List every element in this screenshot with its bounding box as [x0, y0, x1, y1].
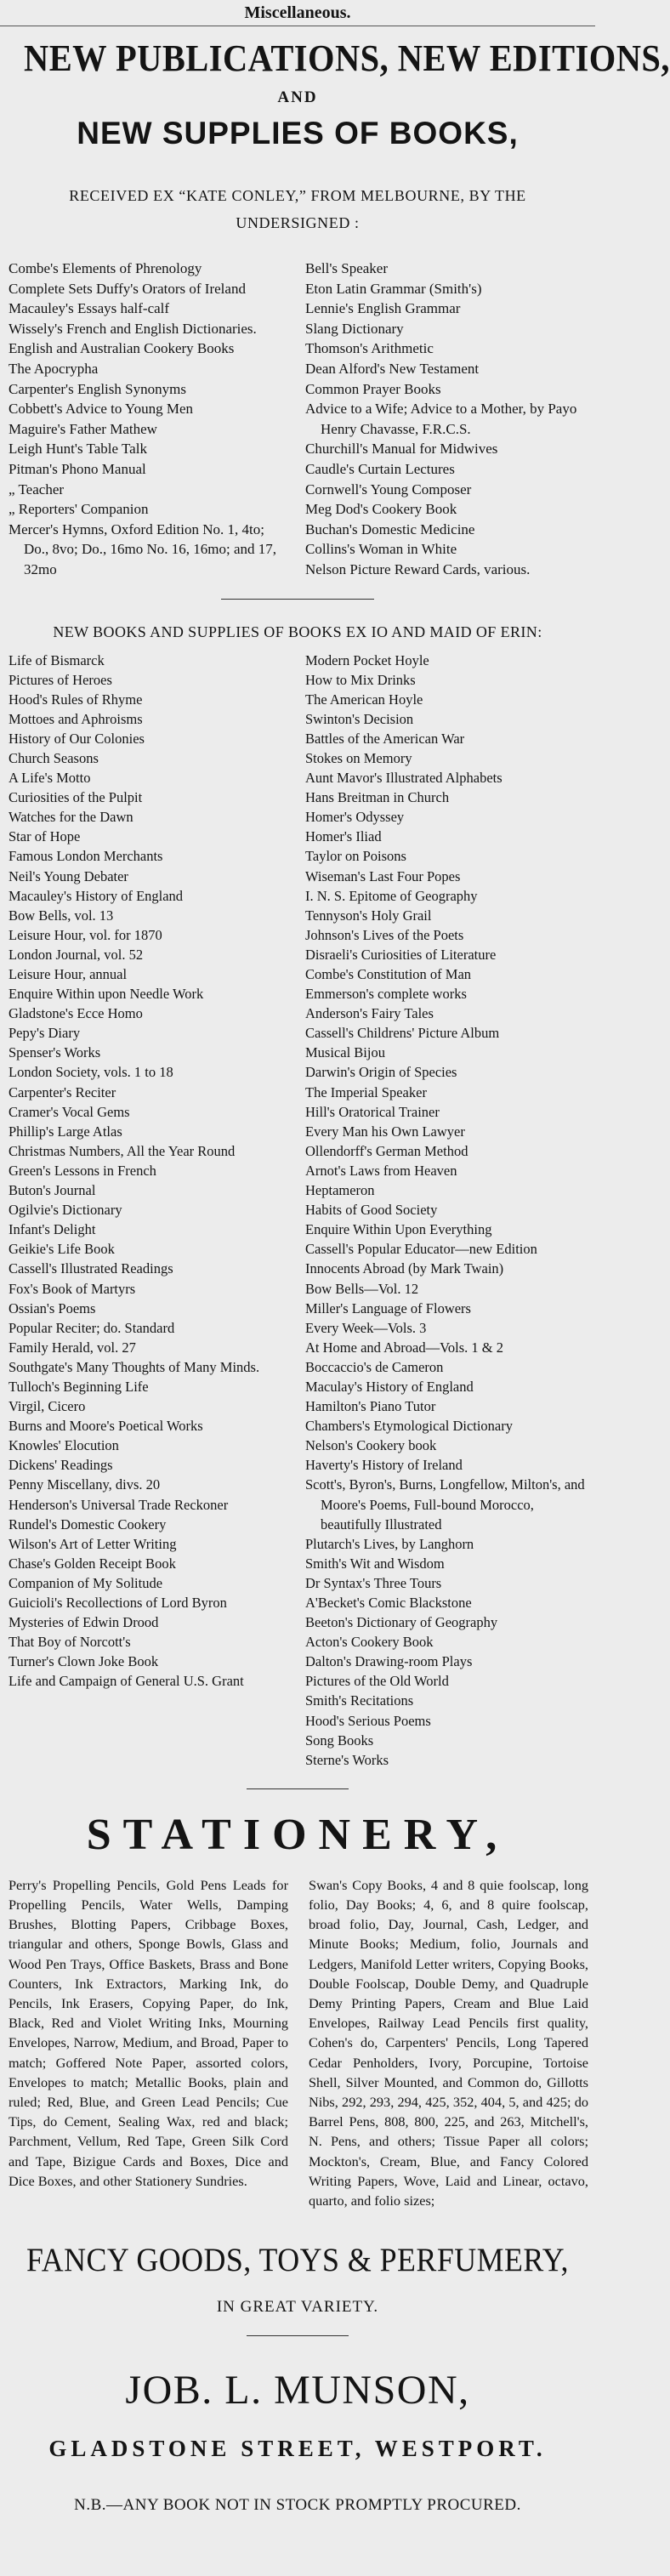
book-entry: Wissely's French and English Dictionaries. — [9, 320, 257, 337]
book-entry: Hill's Oratorical Trainer — [305, 1103, 440, 1120]
book-entry: Arnot's Laws from Heaven — [305, 1162, 457, 1179]
book-entry: Carpenter's English Synonyms — [9, 380, 186, 397]
divider — [247, 2335, 349, 2336]
book-entry: Rundel's Domestic Cookery — [9, 1515, 167, 1533]
book-entry: Anderson's Fairy Tales — [305, 1005, 434, 1022]
book-entry: Emmerson's complete works — [305, 986, 467, 1003]
book-entry: Scott's, Byron's, Burns, Longfellow, Milton's, and Moore's Poems, Full-bound Morocco, beautifully Illustrated — [305, 1476, 585, 1533]
book-entry: Henderson's Universal Trade Reckoner — [9, 1496, 229, 1513]
book-entry: Phillip's Large Atlas — [9, 1123, 122, 1140]
book-entry: Wiseman's Last Four Popes — [305, 867, 461, 884]
book-entry: Maculay's History of England — [305, 1378, 474, 1395]
book-entry: Infant's Delight — [9, 1221, 96, 1238]
book-entry: Pictures of the Old World — [305, 1673, 449, 1690]
book-entry: Lennie's English Grammar — [305, 300, 461, 317]
book-entry: Cassell's Childrens' Picture Album — [305, 1025, 500, 1042]
book-entry: Knowles' Elocution — [9, 1437, 119, 1454]
book-entry: Dickens' Readings — [9, 1457, 113, 1474]
book-entry: Meg Dod's Cookery Book — [305, 501, 457, 518]
book-entry: Hans Breitman in Church — [305, 789, 450, 806]
book-entry: Cassell's Popular Educator—new Edition — [305, 1241, 537, 1258]
book-entry: Guicioli's Recollections of Lord Byron — [9, 1595, 227, 1611]
book-entry: A Life's Motto — [9, 770, 91, 787]
book-entry: Bell's Speaker — [305, 260, 389, 276]
book-entry: Common Prayer Books — [305, 380, 441, 397]
subheadline: NEW SUPPLIES OF BOOKS, — [77, 116, 519, 151]
book-entry: Homer's Odyssey — [305, 809, 405, 826]
book-entry: Southgate's Many Thoughts of Many Minds. — [9, 1358, 260, 1375]
book-entry: Cornwell's Young Composer — [305, 481, 472, 498]
book-entry: Boccaccio's de Cameron — [305, 1358, 444, 1375]
book-entry: Chambers's Etymological Dictionary — [305, 1418, 514, 1435]
fancy-goods-title: FANCY GOODS, TOYS & PERFUMERY, — [26, 2242, 569, 2279]
book-entry: Popular Reciter; do. Standard — [9, 1319, 175, 1336]
book-entry: Cassell's Illustrated Readings — [9, 1260, 173, 1277]
book-entry: Aunt Mavor's Illustrated Alphabets — [305, 770, 503, 787]
book-entry: Plutarch's Lives, by Langhorn — [305, 1535, 474, 1552]
book-entry: Dean Alford's New Testament — [305, 360, 480, 377]
divider — [221, 599, 374, 600]
book-entry: Leisure Hour, vol. for 1870 — [9, 926, 162, 943]
book-list-2-left — [9, 651, 298, 1770]
book-entry: Maguire's Father Mathew — [9, 420, 157, 437]
book-entry: The Imperial Speaker — [305, 1083, 427, 1100]
book-entry: Tennyson's Holy Grail — [305, 907, 432, 924]
book-entry: Advice to a Wife; Advice to a Mother, by Payo Henry Chavasse, F.R.C.S. — [305, 401, 577, 437]
book-entry: Mercer's Hymns, Oxford Edition No. 1, 4to; Do., 8vo; Do., 16mo No. 16, 16mo; and 17, 32mo — [9, 520, 277, 577]
book-entry: That Boy of Norcott's — [9, 1634, 131, 1651]
book-entry: Family Herald, vol. 27 — [9, 1339, 136, 1356]
book-entry: Dalton's Drawing-room Plays — [305, 1653, 473, 1670]
book-entry: Gladstone's Ecce Homo — [9, 1005, 143, 1022]
stationery-right: Swan's Copy Books, 4 and 8 quie foolscap, long folio, Day Books; 4, 6, and 8 quire foolscap, broad folio, Day, Journal, Cash, Ledger, and Minute Books; Medium, folio, Journals and Ledgers, Manifold Letter writers, Copying Books, Double Foolscap, Double Demy, and Quadruple Demy Printing Papers, Cream and Blue Laid Envelopes, Railway Lead Pencils first quality, Cohen's do, Carpenters' Pencils, Long Tapered Cedar Penholders, Ivory, Porcupine, Tortoise Shell, Silver Mounted, and Common do, Gillotts Nibs, 292, 293, 294, 425, 352, 404, 5, and 425; do Barrel Pens, 808, 800, 225, and 263, Mitchell's, N. Pens, and others; Tissue Paper all colors; Mockton's, Cream, Blue, and Fancy Colored Writing Papers, Wove, Laid and Linear, octavo, quarto, and folio sizes; — [309, 1876, 588, 2209]
variety-line: IN GREAT VARIETY. — [216, 2298, 379, 2317]
book-entry: Leisure Hour, annual — [9, 966, 128, 982]
book-entry: Wilson's Art of Letter Writing — [9, 1535, 177, 1552]
footer-note: N.B.—ANY BOOK NOT IN STOCK PROMPTLY PROCURED. — [74, 2496, 521, 2515]
book-entry: Chase's Golden Receipt Book — [9, 1555, 176, 1572]
book-entry: Enquire Within Upon Everything — [305, 1221, 492, 1238]
book-entry: Mottoes and Aphroisms — [9, 710, 143, 727]
received-line-1: RECEIVED EX “KATE CONLEY,” FROM MELBOURNE, BY THE — [69, 187, 526, 204]
book-entry: Burns and Moore's Poetical Works — [9, 1418, 203, 1435]
book-entry: Homer's Iliad — [305, 828, 382, 845]
book-entry: Mysteries of Edwin Drood — [9, 1614, 159, 1631]
book-entry: Spenser's Works — [9, 1044, 101, 1061]
book-entry: Heptameron — [305, 1182, 375, 1199]
book-entry: Church Seasons — [9, 749, 99, 766]
book-entry: Fox's Book of Martyrs — [9, 1280, 136, 1297]
book-entry: Swinton's Decision — [305, 710, 414, 727]
book-entry: „ Reporters' Companion — [9, 501, 149, 518]
book-entry: Acton's Cookery Book — [305, 1634, 434, 1651]
book-entry: Ollendorff's German Method — [305, 1142, 468, 1159]
book-list-1-right — [298, 259, 588, 580]
book-entry: Nelson Picture Reward Cards, various. — [305, 560, 531, 577]
book-entry: Christmas Numbers, All the Year Round — [9, 1142, 236, 1159]
book-entry: Life of Bismarck — [9, 651, 105, 668]
book-entry: Caudle's Curtain Lectures — [305, 460, 455, 477]
stationery-title: STATIONERY, — [86, 1810, 509, 1859]
received-notice — [0, 182, 595, 236]
book-entry: Carpenter's Reciter — [9, 1083, 116, 1100]
book-entry: Hood's Serious Poems — [305, 1712, 431, 1729]
book-entry: Combe's Elements of Phrenology — [9, 260, 202, 276]
book-entry: Hamilton's Piano Tutor — [305, 1398, 436, 1415]
book-entry: Churchill's Manual for Midwives — [305, 441, 498, 458]
book-entry: Beeton's Dictionary of Geography — [305, 1614, 498, 1631]
book-entry: Every Man his Own Lawyer — [305, 1123, 465, 1140]
book-entry: Every Week—Vols. 3 — [305, 1319, 427, 1336]
book-entry: Turner's Clown Joke Book — [9, 1653, 159, 1670]
book-entry: English and Australian Cookery Books — [9, 340, 235, 357]
stationery-left: Perry's Propelling Pencils, Gold Pens Leads for Propelling Pencils, Water Wells, Damping Brushes, Blotting Papers, Cribbage Boxes, triangular and others, Sponge Bowls, Glass and Wood Pen Trays, Office Baskets, Brass and Bone Counters, Ink Extractors, Marking Ink, do Pencils, Ink Erasers, Copying Paper, do Ink, Black, Red and Violet Writing Inks, Mourning Envelopes, Narrow, Medium, and Broad, Paper to match; Goffered Note Paper, assorted colors, Envelopes to match; Metallic Books, plain and ruled; Red, Blue, and Green Lead Pencils; Cue Tips, do Cement, Sealing Wax, red and black; Parchment, Vellum, Red Tape, Green Silk Cord and Tape, Bizigue Cards and Boxes, Dice and Dice Boxes, and other Stationery Sundries. — [9, 1876, 288, 2189]
book-entry: Curiosities of the Pulpit — [9, 789, 143, 806]
book-entry: Song Books — [305, 1732, 374, 1749]
book-entry: Virgil, Cicero — [9, 1398, 86, 1415]
book-entry: Star of Hope — [9, 828, 81, 845]
book-entry: Sterne's Works — [305, 1751, 389, 1768]
book-list-1 — [0, 259, 595, 580]
book-entry: Nelson's Cookery book — [305, 1437, 437, 1454]
book-entry: Leigh Hunt's Table Talk — [9, 441, 147, 458]
book-entry: I. N. S. Epitome of Geography — [305, 887, 478, 904]
section-2-title: NEW BOOKS AND SUPPLIES OF BOOKS EX IO AND MAID OF ERIN: — [53, 623, 542, 640]
book-entry: Eton Latin Grammar (Smith's) — [305, 280, 482, 297]
book-entry: Famous London Merchants — [9, 848, 163, 865]
book-entry: Bow Bells—Vol. 12 — [305, 1280, 419, 1297]
book-entry: Complete Sets Duffy's Orators of Ireland — [9, 280, 246, 297]
book-entry: Pepy's Diary — [9, 1025, 81, 1042]
book-list-2-right — [298, 651, 588, 1770]
book-entry: Tulloch's Beginning Life — [9, 1378, 149, 1395]
book-list-2 — [0, 651, 595, 1770]
book-entry: Buchan's Domestic Medicine — [305, 520, 475, 537]
book-entry: Collins's Woman in White — [305, 541, 457, 558]
stationery-body — [0, 1875, 595, 2210]
book-entry: Buton's Journal — [9, 1182, 96, 1199]
book-entry: Macauley's Essays half-calf — [9, 300, 170, 317]
book-entry: Geikie's Life Book — [9, 1241, 115, 1258]
book-entry: History of Our Colonies — [9, 730, 145, 747]
book-entry: Innocents Abroad (by Mark Twain) — [305, 1260, 504, 1277]
book-list-1-left — [9, 259, 298, 580]
book-entry: Watches for the Dawn — [9, 809, 133, 826]
book-entry: Neil's Young Debater — [9, 867, 128, 884]
book-entry: Miller's Language of Flowers — [305, 1299, 471, 1316]
book-entry: Companion of My Solitude — [9, 1574, 163, 1591]
divider — [247, 1788, 349, 1789]
book-entry: Cobbett's Advice to Young Men — [9, 401, 193, 418]
book-entry: At Home and Abroad—Vols. 1 & 2 — [305, 1339, 503, 1356]
book-entry: A'Becket's Comic Blackstone — [305, 1595, 472, 1611]
book-entry: Johnson's Lives of the Poets — [305, 926, 464, 943]
book-entry: London Society, vols. 1 to 18 — [9, 1064, 173, 1081]
headline: NEW PUBLICATIONS, NEW EDITIONS, — [24, 37, 670, 79]
book-entry: Haverty's History of Ireland — [305, 1457, 463, 1474]
book-entry: Thomson's Arithmetic — [305, 340, 434, 357]
book-entry: Enquire Within upon Needle Work — [9, 986, 204, 1003]
book-entry: Cramer's Vocal Gems — [9, 1103, 130, 1120]
book-entry: Pictures of Heroes — [9, 671, 112, 688]
book-entry: Disraeli's Curiosities of Literature — [305, 946, 497, 963]
merchant-address: GLADSTONE STREET, WESTPORT. — [48, 2436, 547, 2462]
book-entry: Bow Bells, vol. 13 — [9, 907, 114, 924]
book-entry: Combe's Constitution of Man — [305, 966, 472, 982]
book-entry: Penny Miscellany, divs. 20 — [9, 1476, 161, 1493]
book-entry: Slang Dictionary — [305, 320, 404, 337]
book-entry: Pitman's Phono Manual — [9, 460, 146, 477]
book-entry: Ogilvie's Dictionary — [9, 1202, 122, 1219]
book-entry: The Apocrypha — [9, 360, 99, 377]
and-word: AND — [277, 88, 318, 106]
book-entry: Stokes on Memory — [305, 749, 412, 766]
book-entry: Ossian's Poems — [9, 1299, 96, 1316]
book-entry: Macauley's History of England — [9, 887, 184, 904]
book-entry: How to Mix Drinks — [305, 671, 416, 688]
received-line-2: UNDERSIGNED : — [236, 214, 360, 231]
book-entry: „ Teacher — [9, 481, 65, 498]
book-entry: The American Hoyle — [305, 691, 423, 708]
book-entry: Battles of the American War — [305, 730, 465, 747]
book-entry: Taylor on Poisons — [305, 848, 406, 865]
book-entry: London Journal, vol. 52 — [9, 946, 144, 963]
book-entry: Habits of Good Society — [305, 1202, 438, 1219]
merchant-name: JOB. L. MUNSON, — [125, 2368, 470, 2414]
book-entry: Smith's Wit and Wisdom — [305, 1555, 445, 1572]
book-entry: Modern Pocket Hoyle — [305, 651, 429, 668]
book-entry: Life and Campaign of General U.S. Grant — [9, 1673, 244, 1690]
book-entry: Dr Syntax's Three Tours — [305, 1574, 442, 1591]
book-entry: Green's Lessons in French — [9, 1162, 156, 1179]
book-entry: Hood's Rules of Rhyme — [9, 691, 143, 708]
book-entry: Smith's Recitations — [305, 1692, 414, 1709]
section-label: Miscellaneous. — [0, 0, 595, 26]
book-entry: Darwin's Origin of Species — [305, 1064, 457, 1081]
book-entry: Musical Bijou — [305, 1044, 385, 1061]
